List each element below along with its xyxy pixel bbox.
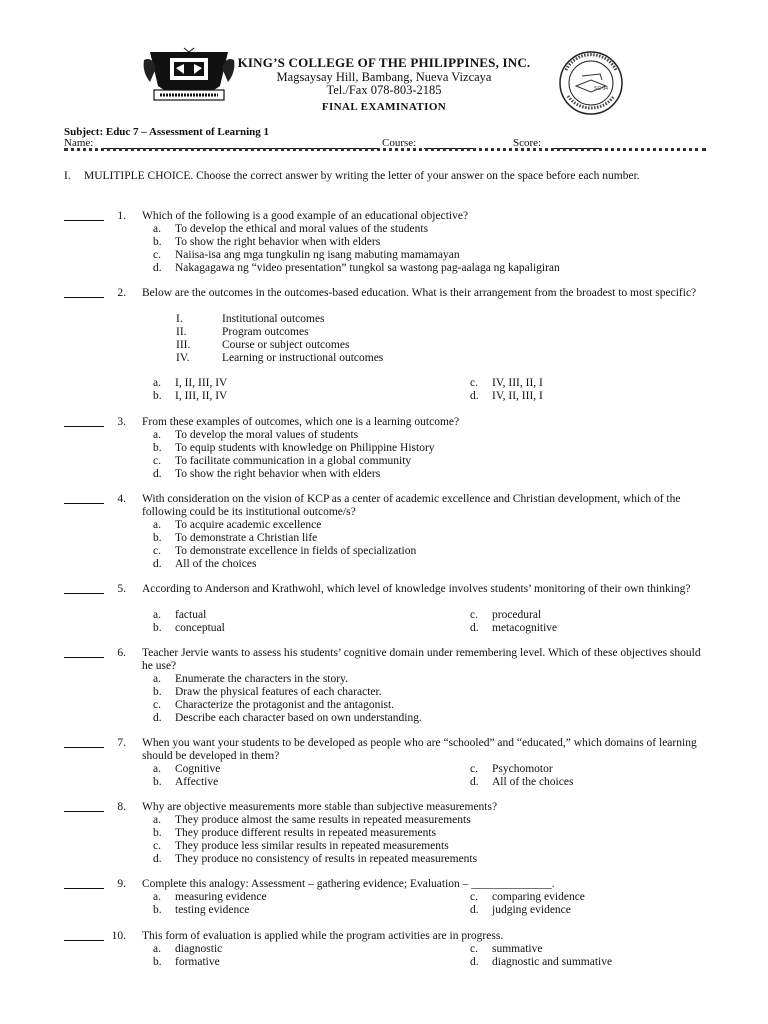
question-number: 9. [117,878,126,890]
answer-blank[interactable] [64,583,104,594]
option-c: c. IV, III, II, I [470,377,543,389]
answer-blank[interactable] [64,647,104,658]
question-stem: From these examples of outcomes, which one is a learning outcome? [142,416,460,428]
outcome-item: II. Program outcomes [176,326,309,338]
answer-blank[interactable] [64,210,104,221]
question-stem: When you want your students to be developed as people who are “schooled” and “educated,” which domains of learning should be developed in them? [142,737,697,762]
question-stem: Below are the outcomes in the outcomes-based education. What is their arrangement from the broadest to most specific? [142,287,697,299]
option-a: a. Enumerate the characters in the story. [153,673,348,685]
school-name: KING’S COLLEGE OF THE PHILIPPINES, INC. [237,55,531,70]
option-d: d. diagnostic and summative [470,956,613,968]
option-a: a. measuring evidence [153,891,267,903]
option-b: b. Affective [153,776,219,788]
option-b: b. Draw the physical features of each character. [153,686,382,698]
option-c: c. They produce less similar results in repeated measurements [153,840,449,852]
question-stem: Which of the following is a good example of an educational objective? [142,210,469,222]
option-b: b. They produce different results in repeated measurements [153,827,436,839]
subject-line: Subject: Educ 7 – Assessment of Learning 1 [64,126,270,138]
answer-blank[interactable] [64,737,104,748]
answer-blank[interactable] [64,801,104,812]
question-stem: This form of evaluation is applied while the program activities are in progress. [142,930,504,942]
option-a: a. To develop the ethical and moral values of the students [153,223,429,235]
name-label: Name: [64,137,94,149]
svg-text:SC 04: SC 04 [594,86,608,92]
question-number: 1. [117,210,126,222]
option-b: b. To show the right behavior when with elders [153,236,381,248]
question-number: 4. [117,493,126,505]
option-c: c. To demonstrate excellence in fields of specialization [153,545,417,557]
course-label: Course: [382,137,417,149]
option-c: c. summative [470,943,543,955]
school-address: Magsaysay Hill, Bambang, Nueva Vizcaya [276,70,492,84]
option-b: b. testing evidence [153,904,250,916]
option-c: c. Naiisa-isa ang mga tungkulin ng isang mabuting mamamayan [153,249,460,261]
option-a: a. They produce almost the same results in repeated measurements [153,814,471,826]
answer-blank[interactable] [64,416,104,427]
option-d: d. To show the right behavior when with elders [153,468,381,480]
question-stem: With consideration on the vision of KCP as a center of academic excellence and Christian development, which of the following could be its institutional outcome/s? [142,493,681,518]
college-seal [558,50,624,116]
question-stem: Complete this analogy: Assessment – gathering evidence; Evaluation – ______________. [142,878,555,890]
question-number: 6. [117,647,126,659]
option-c: c. To facilitate communication in a global community [153,455,412,467]
option-b: b. I, III, II, IV [153,390,228,402]
question-number: 7. [117,737,126,749]
option-b: b. formative [153,956,220,968]
option-a: a. diagnostic [153,943,223,955]
school-telephone: Tel./Fax 078-803-2185 [326,83,442,97]
option-d: d. Nakagagawa ng “video presentation” tungkol sa wastong pag-aalaga ng kapaligiran [153,262,560,274]
option-c: c. comparing evidence [470,891,585,903]
answer-blank[interactable] [64,287,104,298]
part-number: I. [64,170,71,182]
question-number: 5. [117,583,126,595]
question-stem: According to Anderson and Krathwohl, which level of knowledge involves students’ monitoring of their own thinking? [142,583,691,595]
option-d: d. IV, II, III, I [470,390,543,402]
outcome-item: IV. Learning or instructional outcomes [176,352,384,364]
question-number: 8. [117,801,126,813]
option-d: d. Describe each character based on own understanding. [153,712,422,724]
option-b: b. To demonstrate a Christian life [153,532,318,544]
separator-line [64,148,706,157]
question-number: 3. [117,416,126,428]
question-number: 2. [117,287,126,299]
option-a: a. To develop the moral values of students [153,429,359,441]
option-d: d. They produce no consistency of results in repeated measurements [153,853,478,865]
option-a: a. Cognitive [153,763,221,775]
option-b: b. To equip students with knowledge on Philippine History [153,442,435,454]
exam-title: FINAL EXAMINATION [321,101,447,113]
option-c: c. Characterize the protagonist and the antagonist. [153,699,395,711]
option-c: c. Psychomotor [470,763,553,775]
answer-blank[interactable] [64,930,104,941]
answer-blank[interactable] [64,878,104,889]
answer-blank[interactable] [64,493,104,504]
question-stem: Teacher Jervie wants to assess his students’ cognitive domain under remembering level. Which of these objectives should he use? [142,647,701,672]
question-stem: Why are objective measurements more stable than subjective measurements? [142,801,498,813]
outcome-item: I. Institutional outcomes [176,313,325,325]
question-number: 10. [111,930,126,942]
option-b: b. conceptual [153,622,225,634]
part-instructions-text: MULITIPLE CHOICE. Choose the correct answer by writing the letter of your answer on the space before each number. [84,170,640,182]
option-a: a. I, II, III, IV [153,377,228,389]
option-a: a. To acquire academic excellence [153,519,322,531]
option-a: a. factual [153,609,207,621]
option-d: d. All of the choices [153,558,257,570]
option-d: d. judging evidence [470,904,571,916]
option-d: d. metacognitive [470,622,558,634]
outcome-item: III. Course or subject outcomes [176,339,350,351]
option-c: c. procedural [470,609,542,621]
score-label: Score: [513,137,542,149]
option-d: d. All of the choices [470,776,574,788]
